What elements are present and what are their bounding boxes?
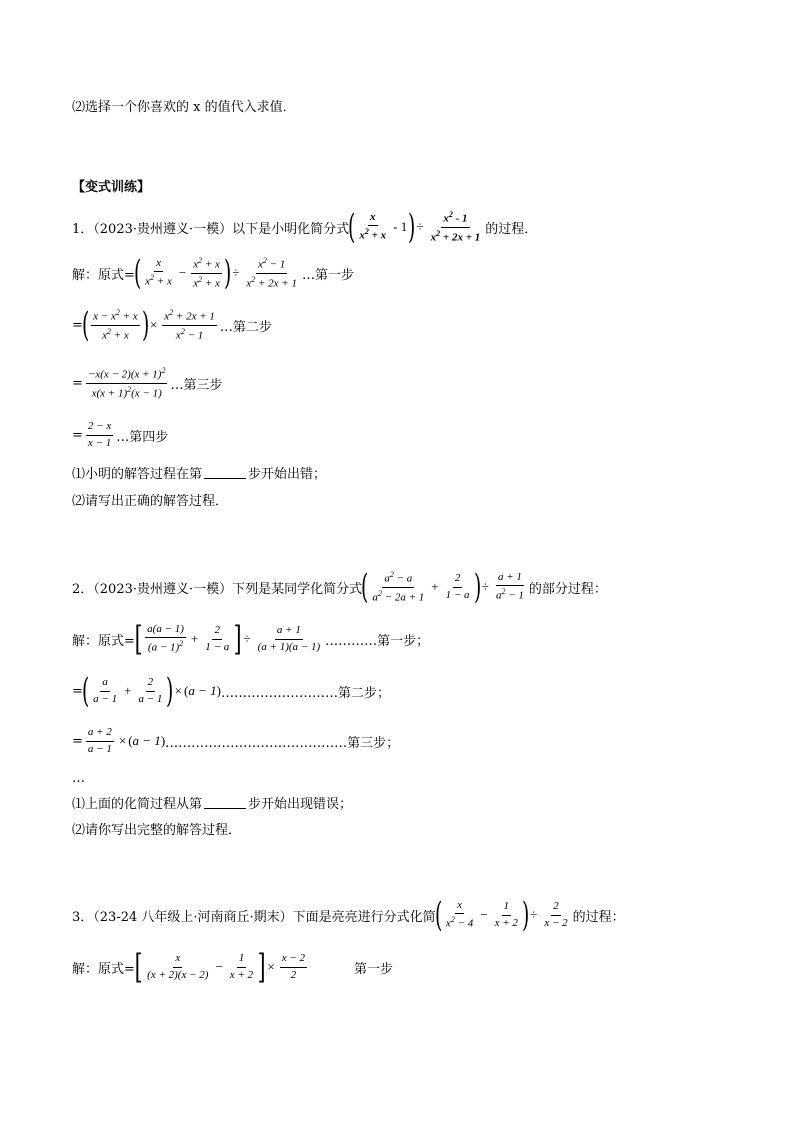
intro-question-2: ⑵选择一个你喜欢的 x 的值代入求值． — [72, 99, 296, 115]
problem-1-step-1: 解：原式= ( $\frac{x}{x^2 + x}$ − $\frac{x^2 + x}{x^2 + x}$ ) ÷ $\frac{x^2 - 1}{x^2 + 2x + 1}$ …第一步 — [72, 253, 354, 293]
problem-1-question-1: ⑴小明的解答过程在第 步开始出错； — [72, 466, 327, 482]
answer-blank — [204, 466, 246, 479]
problem-3-step-1: 解：原式= [ $\frac{x}{(x + 2)(x - 2)}$ − $\frac{1}{x + 2}$ ] × $\frac{x - 2}{2}$ 第一步 — [72, 947, 394, 987]
section-title: 【变式训练】 — [72, 179, 151, 195]
problem-1-expression: ( $\frac{x}{x^2 + x}$ - 1 ) ÷ $\frac{x^2 - 1}{x^2 + 2x + 1}$ — [348, 207, 481, 247]
problem-2-step-2: = ( $\frac{a}{a - 1}$ + $\frac{2}{a - 1}$ ) × ( a − 1 ) ………………………第二步； — [72, 671, 390, 711]
problem-2-question-2: ⑵请你写出完整的解答过程． — [72, 822, 242, 838]
answer-blank — [204, 796, 246, 809]
problem-2-ellipsis: … — [72, 770, 85, 786]
problem-2-statement: 2．（2023·贵州遵义·一模）下列是某同学化简分式 ( $\frac{a^2 - a}{a^2 - 2a + 1}$ + $\frac{2}{1 - a}$ ) ÷ $\frac{a + 1}{a^2 - 1}$ 的部分过程： — [72, 567, 607, 607]
problem-3-expression: ( $\frac{x}{x^2 - 4}$ − $\frac{1}{x + 2}$ ) ÷ $\frac{2}{x - 2}$ — [434, 895, 568, 935]
problem-2-expression: ( $\frac{a^2 - a}{a^2 - 2a + 1}$ + $\frac{2}{1 - a}$ ) ÷ $\frac{a + 1}{a^2 - 1}$ — [361, 567, 524, 607]
problem-1-statement: 1．（2023·贵州遵义·一模）以下是小明化简分式 ( $\frac{x}{x^2 + x}$ - 1 ) ÷ $\frac{x^2 - 1}{x^2 + 2x + 1}$ 的过程． — [72, 207, 538, 247]
problem-1-step-2: = ( $\frac{x - x^2 + x}{x^2 + x}$ ) × $\frac{x^2 + 2x + 1}{x^2 - 1}$ …第二步 — [72, 305, 272, 345]
problem-3-statement: 3．（23-24 八年级上·河南商丘·期末）下面是亮亮进行分式化简 ( $\frac{x}{x^2 - 4}$ − $\frac{1}{x + 2}$ ) ÷ $\frac{2}{x - 2}$ 的过程： — [72, 895, 625, 935]
problem-2-step-3: = $\frac{a + 2}{a - 1}$ × ( a − 1 ) ……………………………………第三步； — [72, 726, 400, 755]
problem-1-step-4: = $\frac{2 - x}{x - 1}$ …第四步 — [72, 420, 169, 449]
problem-2-step-1: 解：原式= [ $\frac{a(a - 1)}{(a - 1)^2}$ + $\frac{2}{1 - a}$ ] ÷ $\frac{a + 1}{(a + 1)(a - 1)}$ …………第一步； — [72, 619, 430, 659]
problem-1-step-3: = $\frac{-x(x - 2)(x + 1)^2}{x(x + 1)^2(x - 1)}$ …第三步 — [72, 365, 223, 400]
problem-1-question-2: ⑵请写出正确的解答过程． — [72, 493, 229, 509]
problem-2-question-1: ⑴上面的化简过程从第 步开始出现错误； — [72, 796, 353, 812]
